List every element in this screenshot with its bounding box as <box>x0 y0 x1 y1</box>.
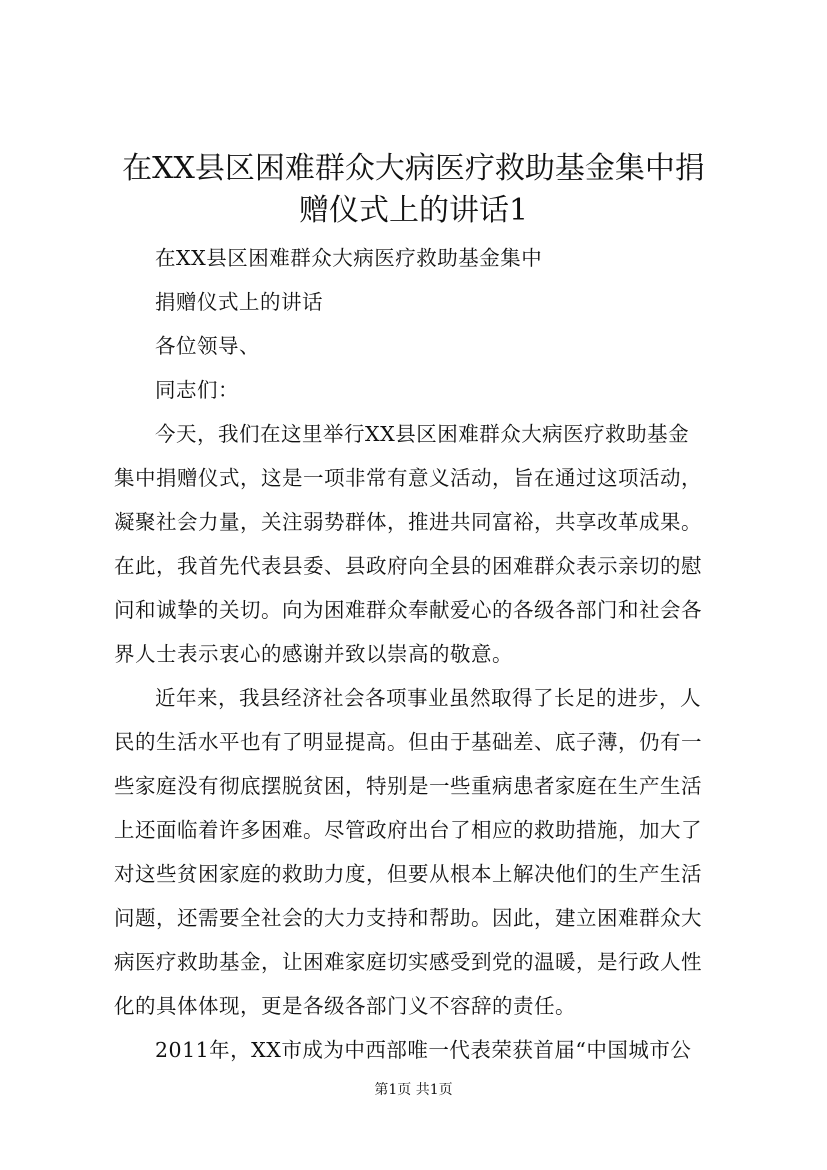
text-line: 化的具体体现，更是各级各部门义不容辞的责任。 <box>114 994 576 1018</box>
text-line: 在XX县区困难群众大病医疗救助基金集中 <box>155 246 543 270</box>
text-line: 同志们： <box>155 378 239 402</box>
text-line: 上还面临着许多困难。尽管政府出台了相应的救助措施，加大了 <box>114 818 702 842</box>
text-line: 些家庭没有彻底摆脱贫困，特别是一些重病患者家庭在生产生活 <box>114 774 702 798</box>
document-title <box>100 148 727 232</box>
text-line: 2011年，XX市成为中西部唯一代表荣获首届“中国城市公 <box>155 1038 692 1062</box>
text-line: 问题，还需要全社会的大力支持和帮助。因此，建立困难群众大 <box>114 906 702 930</box>
text-line: 今天，我们在这里举行XX县区困难群众大病医疗救助基金 <box>155 422 690 446</box>
text-line: 各位领导、 <box>155 334 260 358</box>
text-line: 近年来，我县经济社会各项事业虽然取得了长足的进步，人 <box>155 686 701 710</box>
text-line: 民的生活水平也有了明显提高。但由于基础差、底子薄，仍有一 <box>114 730 702 754</box>
title-line-2: 赠仪式上的讲话1 <box>298 193 529 228</box>
title-line-1: 在XX县区困难群众大病医疗救助基金集中捐 <box>122 151 705 186</box>
document-body <box>114 236 734 1072</box>
text-line: 对这些贫困家庭的救助力度，但要从根本上解决他们的生产生活 <box>114 862 702 886</box>
text-line: 病医疗救助基金，让困难家庭切实感受到党的温暖，是行政人性 <box>114 950 702 974</box>
text-line: 界人士表示衷心的感谢并致以崇高的敬意。 <box>114 642 513 666</box>
text-line: 在此，我首先代表县委、县政府向全县的困难群众表示亲切的慰 <box>114 554 702 578</box>
text-line: 问和诚挚的关切。向为困难群众奉献爱心的各级各部门和社会各 <box>114 598 702 622</box>
text-line: 凝聚社会力量，关注弱势群体，推进共同富裕，共享改革成果。 <box>114 510 702 534</box>
page-footer: 第1页 共1页 <box>374 1082 453 1098</box>
text-line: 集中捐赠仪式，这是一项非常有意义活动，旨在通过这项活动， <box>114 466 702 490</box>
text-line: 捐赠仪式上的讲话 <box>155 290 323 314</box>
